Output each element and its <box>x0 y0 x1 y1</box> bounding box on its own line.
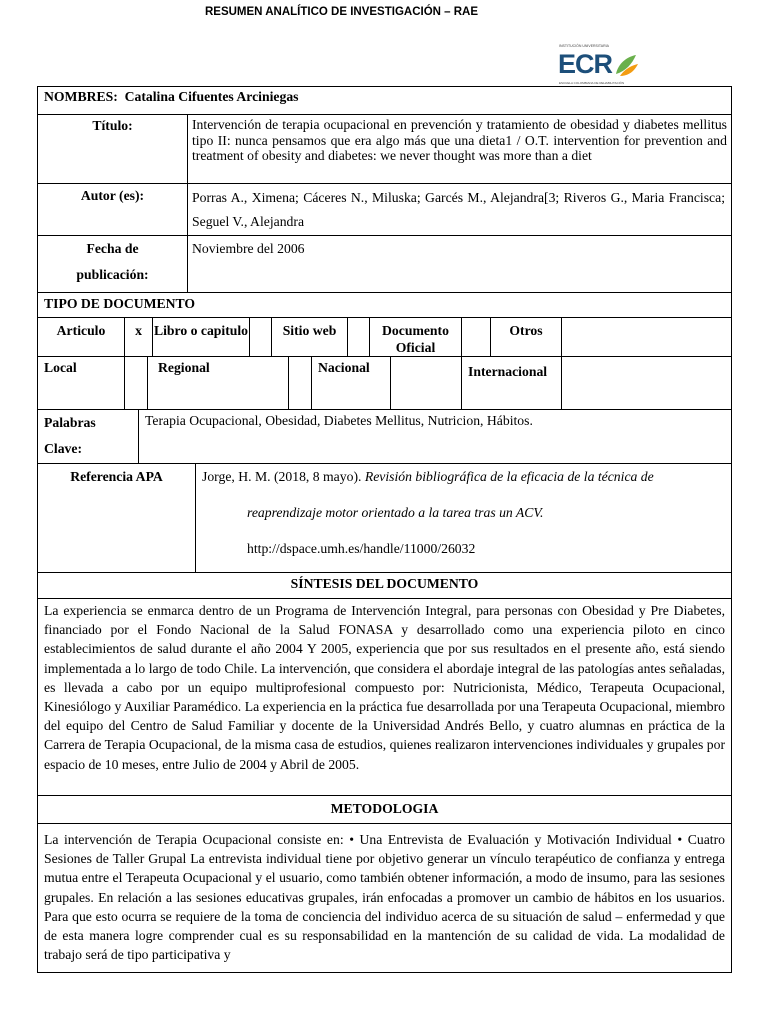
tipo-documento-heading: TIPO DE DOCUMENTO <box>37 292 732 318</box>
referencia-plain: Jorge, H. M. (2018, 8 mayo). <box>202 469 362 484</box>
logo-top-line: INSTITUCIÓN UNIVERSITARIA <box>559 44 609 48</box>
referencia-value <box>195 463 732 573</box>
tipo-otros-blank <box>561 317 732 357</box>
alcance-local-mark <box>124 356 148 410</box>
autor-value: Porras A., Ximena; Cáceres N., Miluska; Garcés M., Alejandra[3; Riveros G., Maria Francisca; Seguel V., Alejandra <box>187 183 732 236</box>
tipo-sitio-web: Sitio web <box>271 317 348 357</box>
leaf-icon <box>612 52 640 80</box>
autor-label: Autor (es): <box>37 183 188 236</box>
titulo-value: Intervención de terapia ocupacional en prevención y tratamiento de obesidad y diabetes mellitus tipo II: nunca pensamos que era algo más que una dieta1 / O.T. intervention for prevention and treatment of obesity and diabetes: we never thought was more than a diet <box>187 114 732 184</box>
tipo-oficial-mark <box>461 317 491 357</box>
tipo-libro-mark <box>249 317 272 357</box>
alcance-nacional-mark <box>390 356 462 410</box>
referencia-label: Referencia APA <box>37 463 196 573</box>
sintesis-heading: SÍNTESIS DEL DOCUMENTO <box>37 572 732 599</box>
metodologia-heading: METODOLOGIA <box>37 795 732 824</box>
referencia-title-1: Revisión bibliográfica de la eficacia de la técnica de <box>364 469 654 484</box>
logo-text: ECR <box>558 49 613 79</box>
alcance-local: Local <box>37 356 125 410</box>
rae-table <box>38 87 732 1027</box>
fecha-label: Fecha de publicación: <box>37 235 188 293</box>
tipo-documento-oficial: Documento Oficial <box>369 317 462 357</box>
nombres-row <box>37 86 732 115</box>
alcance-internacional-blank <box>561 356 732 410</box>
ecr-logo <box>556 44 646 88</box>
fecha-value: Noviembre del 2006 <box>187 235 732 293</box>
palabras-clave-label: Palabras Clave: <box>37 409 139 464</box>
sintesis-body: La experiencia se enmarca dentro de un Programa de Intervención Integral, para personas con Obesidad y Pre Diabetes, financiado por el Fondo Nacional de la Salud FONASA y desarrollado como una experiencia piloto en cinco establecimientos de salud durante el año 2004 Y 2005, experiencia que por sus resultados en el presente año, está siendo implementada a lo largo de todo Chile. La intervención, que considera el abordaje integral de las patologías antes señaladas, es llevada a cabo por un equipo multiprofesional compuesto por: Nutricionista, Médico, Terapeuta Ocupacional, Kinesiólogo y Auxiliar Paramédico. La experiencia en la práctica fue desarrollada por una Terapeuta Ocupacional, miembro del equipo del Centro de Salud Familiar y docente de la Universidad Andrés Bello, y cuatro alumnas en práctica de la Carrera de Terapia Ocupacional, de la misma casa de estudios, quienes realizaron intervenciones individuales y grupales por espacio de 10 meses, entre Julio de 2004 y Abril de 2005. <box>37 598 732 796</box>
tipo-sitio-mark <box>347 317 370 357</box>
referencia-title-2: reaprendizaje motor orientado a la tarea tras un ACV. <box>247 505 544 520</box>
nombres-value: Catalina Cifuentes Arciniegas <box>124 89 299 104</box>
tipo-articulo: Articulo <box>37 317 125 357</box>
referencia-url[interactable]: http://dspace.umh.es/handle/11000/26032 <box>247 541 476 556</box>
nombres-label: NOMBRES: <box>44 89 118 104</box>
tipo-libro: Libro o capitulo <box>152 317 250 357</box>
alcance-nacional: Nacional <box>311 356 391 410</box>
alcance-regional: Regional <box>147 356 289 410</box>
metodologia-body: La intervención de Terapia Ocupacional consiste en: • Una Entrevista de Evaluación y Motivación Individual • Cuatro Sesiones de Taller Grupal La entrevista individual tiene por objetivo generar un vínculo terapéutico de confianza y entrega mutua entre el Terapeuta Ocupacional y el usuario, como también obtener información, a modo de insumo, para las sesiones grupales. En relación a las sesiones educativas grupales, irán enfocadas a promover un cambio de hábitos en los usuarios. Para que esto ocurra se requiere de la toma de conciencia del individuo acerca de su situación de salud – enfermedad y que de esta manera logre comprender cual es su responsabilidad en la mantención de su calidad de vida. La modalidad de trabajo será de tipo participativa y <box>37 823 732 973</box>
alcance-regional-mark <box>288 356 312 410</box>
alcance-internacional: Internacional <box>461 356 562 410</box>
document-title: RESUMEN ANALÍTICO DE INVESTIGACIÓN – RAE <box>204 6 479 18</box>
tipo-otros: Otros <box>490 317 562 357</box>
tipo-articulo-mark: x <box>124 317 153 357</box>
palabras-clave-value: Terapia Ocupacional, Obesidad, Diabetes Mellitus, Nutricion, Hábitos. <box>138 409 732 464</box>
logo-bottom-line: ESCUELA COLOMBIANA DE REHABILITACIÓN <box>559 81 625 85</box>
titulo-label: Título: <box>37 114 188 184</box>
